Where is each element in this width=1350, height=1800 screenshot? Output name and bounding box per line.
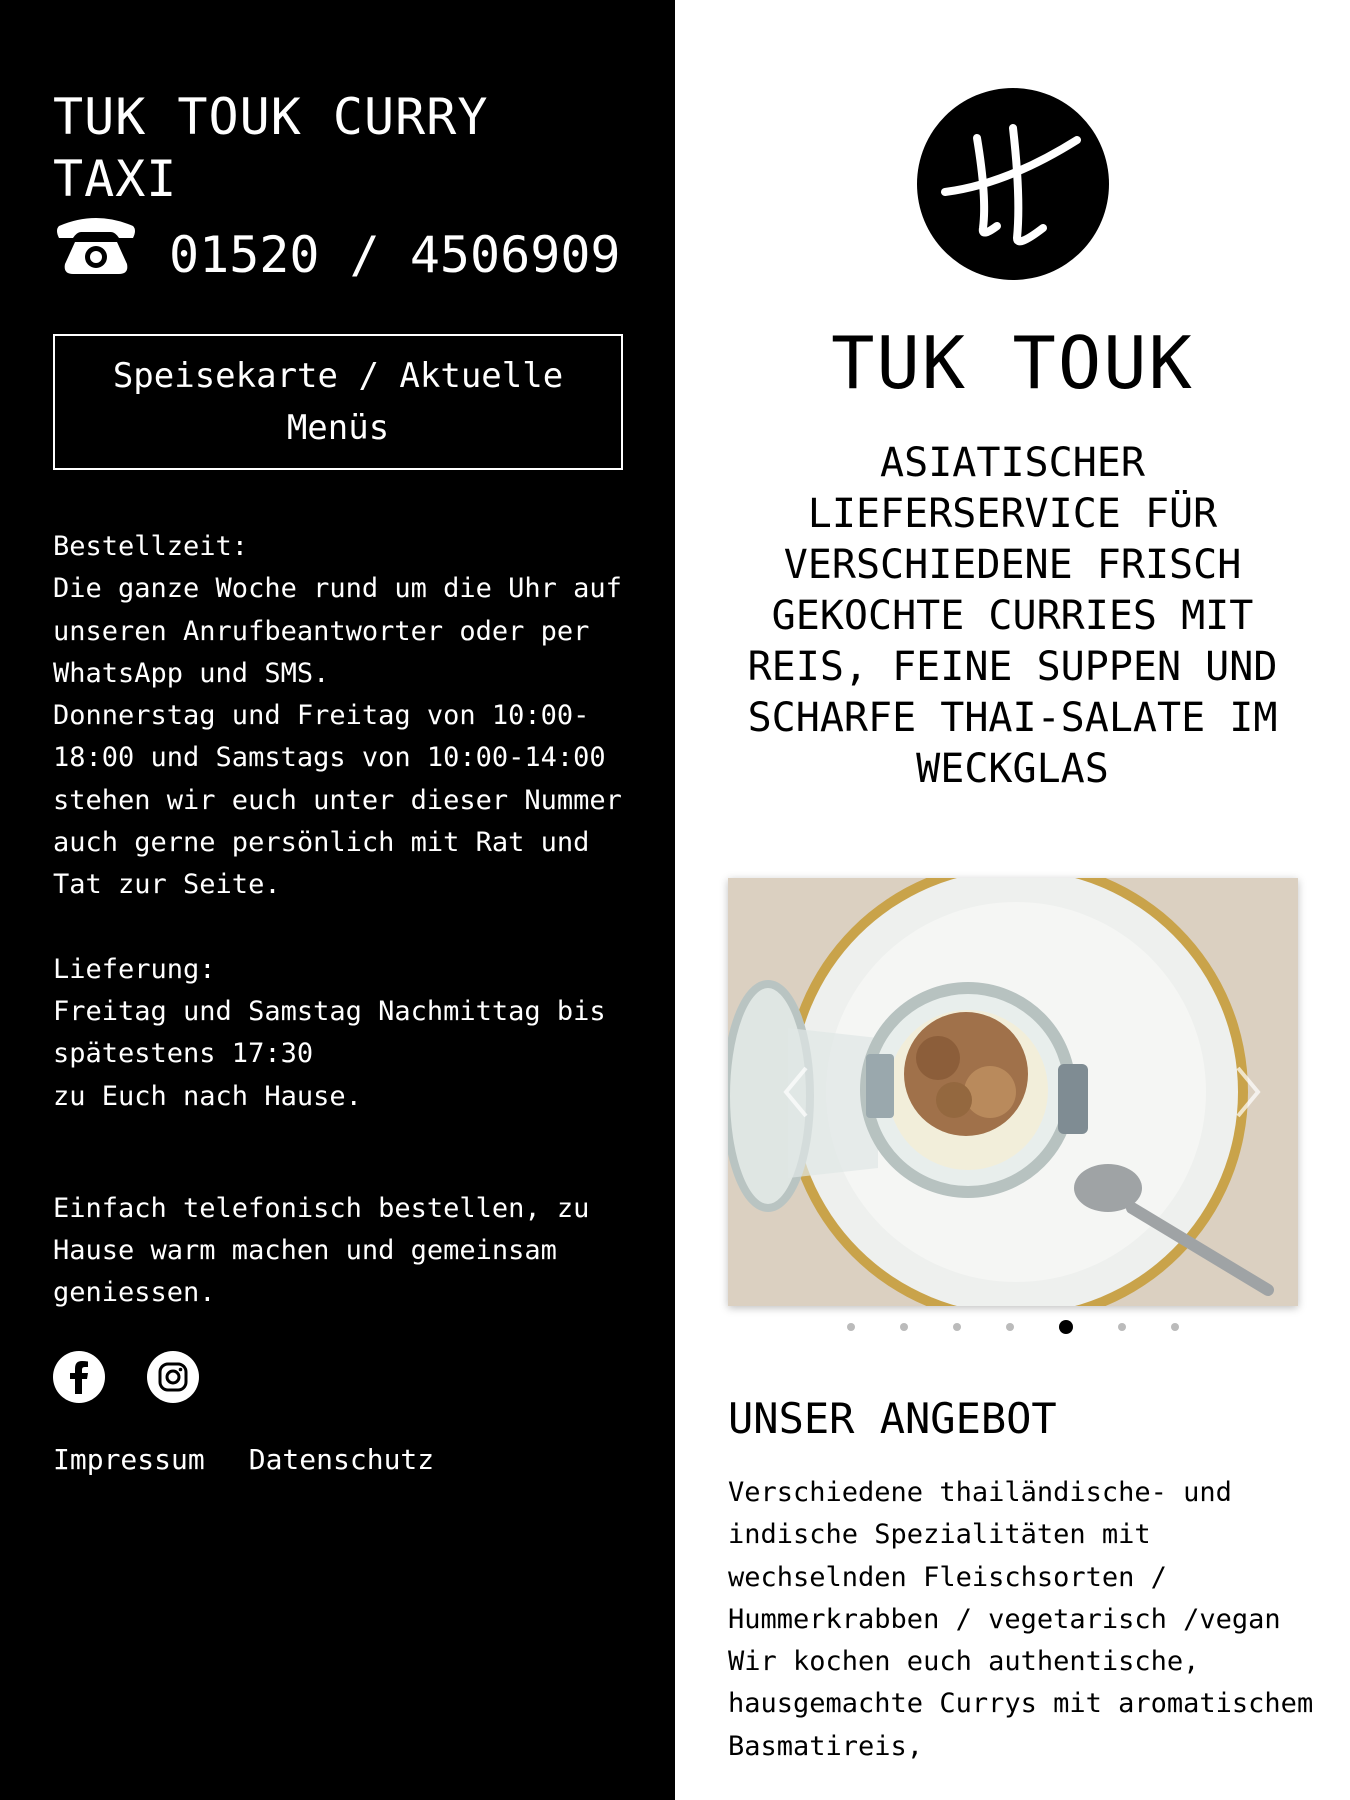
tt-logo-icon [917,88,1109,280]
slider-dot[interactable] [1118,1323,1126,1331]
slider-dot[interactable] [953,1323,961,1331]
brand-title: TUK TOUK CURRY TAXI [53,88,489,208]
offer-text: Verschiedene thailändische- und indische Spezialitäten mit wechselnden Fleischsorten / Hummerkrabben / vegetarisch /vegan Wir kochen euch authentische, hausgemachte Currys mit aromatischem Basmatireis, [728,1477,1314,1762]
menu-button[interactable]: Speisekarte / Aktuelle Menüs [53,334,623,470]
food-photo [728,878,1298,1306]
facebook-icon[interactable] [53,1351,105,1403]
tagline: ASIATISCHER LIEFERSERVICE FÜR VERSCHIEDENE FRISCH GEKOCHTE CURRIES MIT REIS, FEINE SUPPEN UND SCHARFE THAI-SALATE IM WECKGLAS [747,440,1278,792]
instagram-icon[interactable] [147,1351,199,1403]
impressum-link[interactable]: Impressum [53,1442,205,1476]
delivery-text: Lieferung: Freitag und Samstag Nachmittag bis spätestens 17:30 zu Euch nach Hause. [53,953,606,1112]
slider-dot[interactable] [1171,1323,1179,1331]
phone-line[interactable] [53,216,622,294]
image-slider[interactable] [728,878,1298,1306]
page-title: TUK TOUK [831,321,1194,405]
slider-dot[interactable] [1006,1323,1014,1331]
slider-dot[interactable] [900,1323,908,1331]
cta-text: Einfach telefonisch bestellen, zu Hause warm machen und gemeinsam geniessen. [53,1192,590,1309]
slider-dot[interactable] [847,1323,855,1331]
info-section [53,526,622,1315]
telephone-icon [53,216,139,276]
slider-dot-active[interactable] [1059,1320,1073,1334]
slider-dots [675,1320,1350,1334]
offer-heading: UNSER ANGEBOT [728,1394,1057,1443]
social-links [53,1351,622,1403]
order-time-text: Bestellzeit: Die ganze Woche rund um die Uhr auf unseren Anrufbeantworter oder per WhatsApp und SMS. Donnerstag und Freitag von 10:00-18:00 und Samstags von 10:00-14:00 stehen wir euch unter dieser Nummer auch gerne persönlich mit Rat und Tat zur Seite. [53,531,622,901]
footer-links [53,1443,622,1476]
phone-number: 01520 / 4506909 [169,226,621,284]
tt-logo [917,88,1109,280]
datenschutz-link[interactable]: Datenschutz [248,1442,435,1476]
main-content [675,0,1350,1800]
